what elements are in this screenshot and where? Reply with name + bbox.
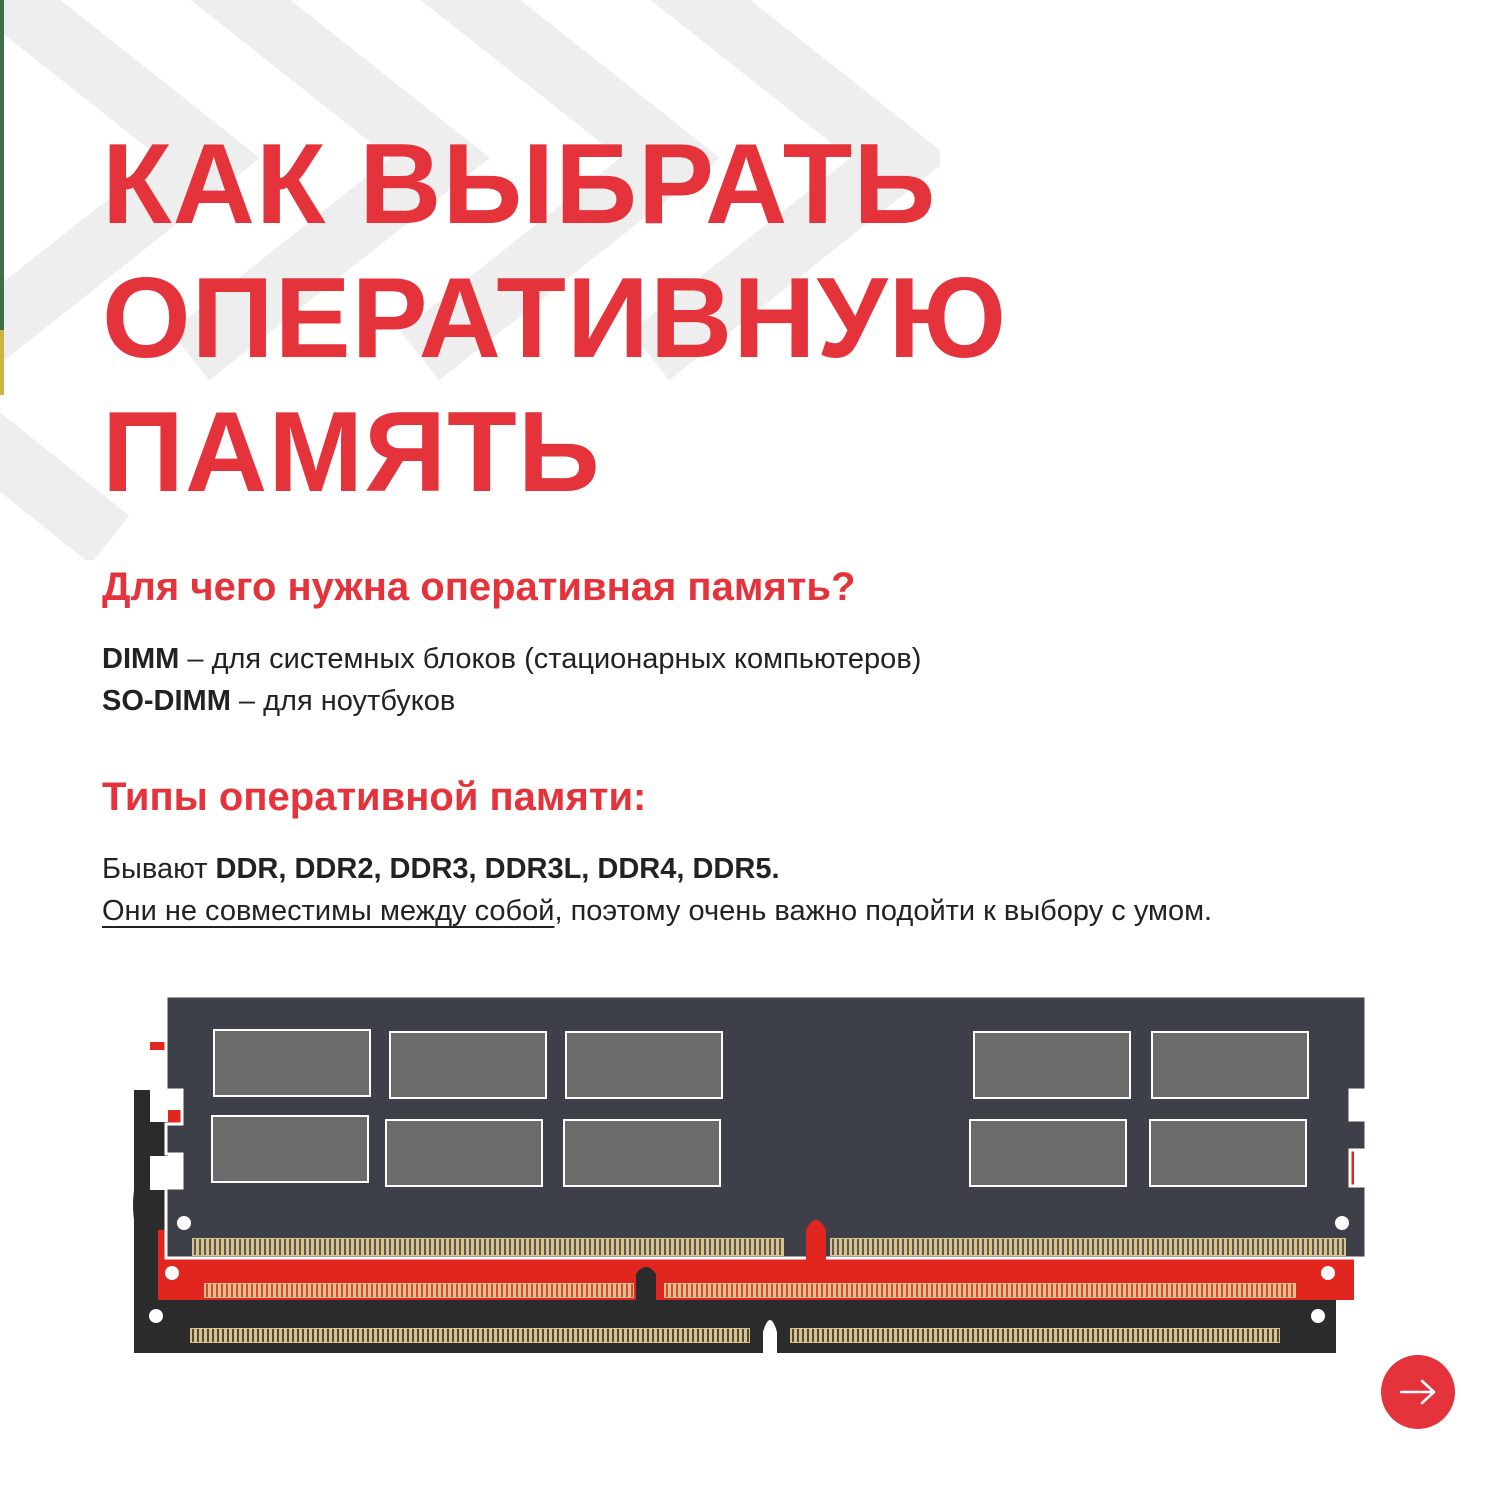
key-notch-front	[806, 1220, 826, 1260]
title-line-3: ПАМЯТЬ	[102, 389, 601, 516]
title-line-1: КАК ВЫБРАТЬ	[102, 121, 937, 248]
module-form-factors	[102, 638, 921, 722]
memory-types-text	[102, 848, 1212, 932]
types-list: DDR, DDR2, DDR3, DDR3L, DDR4, DDR5.	[215, 853, 780, 885]
desc-sodimm: – для ноутбуков	[230, 685, 456, 717]
memory-types-line	[102, 848, 1212, 890]
incompatibility-underlined: Они не совместимы между собой	[102, 895, 555, 927]
desc-dimm: – для системных блоков (стационарных компьютеров)	[179, 643, 922, 675]
pins-back-left	[190, 1328, 750, 1343]
ram-modules-illustration	[128, 990, 1373, 1360]
form-factor-dimm	[102, 638, 921, 680]
term-dimm: DIMM	[102, 643, 180, 675]
term-sodimm: SO-DIMM	[102, 685, 231, 717]
section-heading-purpose: Для чего нужна оперативная память?	[102, 565, 856, 609]
memory-chip	[566, 1032, 722, 1098]
memory-chip	[386, 1120, 542, 1186]
left-edge-strip-accent	[0, 330, 4, 395]
memory-chip	[390, 1032, 546, 1098]
memory-chip	[212, 1116, 368, 1182]
section-heading-types: Типы оперативной памяти:	[102, 775, 647, 819]
next-slide-button[interactable]	[1381, 1355, 1455, 1429]
compatibility-note	[102, 890, 1212, 932]
page-title	[102, 118, 1007, 520]
form-factor-sodimm	[102, 680, 921, 722]
title-line-2: ОПЕРАТИВНУЮ	[102, 255, 1008, 382]
memory-chip	[1150, 1120, 1306, 1186]
memory-chip	[974, 1032, 1130, 1098]
compatibility-rest: , поэтому очень важно подойти к выбору с умом.	[554, 895, 1213, 927]
memory-chip	[564, 1120, 720, 1186]
pins-middle-left	[204, 1283, 634, 1298]
types-prefix: Бывают	[102, 853, 216, 885]
arrow-right-icon	[1399, 1379, 1437, 1405]
memory-chip	[970, 1120, 1126, 1186]
memory-chip	[1152, 1032, 1308, 1098]
memory-chip	[214, 1030, 370, 1096]
